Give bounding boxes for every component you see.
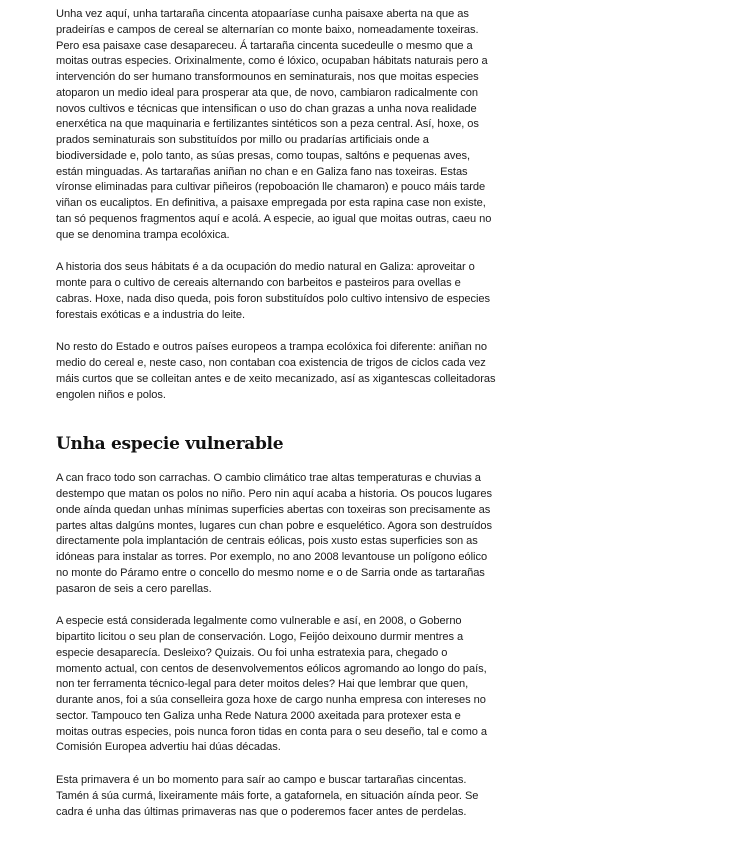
paragraph-habitat-landscape: Unha vez aquí, unha tartaraña cincenta atopaaríase cunha paisaxe aberta na que as pradeirías e campos de cereal se alternarían co monte baixo, nomeadamente toxeiras. Pero esa paisaxe case desapareceu. Á tartaraña cincenta sucedeulle o mesmo que a moitas outras especies. Orixinalmente, como é lóxico, ocupaban hábitats naturais pero a intervención do ser humano transformounos en seminaturais, nos que moitas especies atoparon un medio ideal para prosperar ata que, de novo, cambiaron radicalmente con novos cultivos e técnicas que intensifican o uso do chan grazas a unha nova realidade enerxética na que maquinaria e fertilizantes sintéticos son a peza central. Así, hoxe, os prados seminaturais son substituídos por millo ou pradarías artificiais onde a biodiversidade e, polo tanto, as súas presas, como toupas, saltóns e pequenas aves, están minguadas. As tartarañas aniñan no chan e en Galiza fano nas toxeiras. Estas víronse eliminadas para cultivar piñeiros (repoboación lle chamaron) e pouco máis tarde viñan os eucaliptos. En definitiva, a paisaxe empregada por esta rapina case non existe, tan só pequenos fragmentos aquí e acolá. A especie, ao igual que moitas outras, caeu no que se denomina trampa ecolóxica. — [56, 8, 492, 241]
paragraph-conservation-plan: A especie está considerada legalmente como vulnerable e así, en 2008, o Goberno bipartito licitou o seu plan de conservación. Logo, Feijóo deixouno durmir mentres a especie desaparecía. Desleixo? Quizais. Ou foi unha estratexia para, chegado o momento actual, con centos de desenvolvementos eólicos agromando ao longo do país, non ter ferramenta técnico-legal para deter moitos deles? Hai que lembrar que quen, durante anos, foi a súa conselleira goza hoxe de cargo nunha empresa con intereses no sector. Tampouco ten Galiza unha Rede Natura 2000 axeitada para protexer esta e moitas outras especies, pois nunca foron tidas en conta para o seu deseño, tal e como a Comisión Europea advertiu hai dúas décadas. — [56, 615, 488, 754]
paragraph-climate-wind: A can fraco todo son carrachas. O cambio climático trae altas temperaturas e chuvias a destempo que matan os polos no niño. Pero nin aquí acaba a historia. Os poucos lugares onde aínda quedan unhas mínimas superficies abertas con toxeiras son precisamente as partes altas dalgúns montes, lugares cun chan pobre e esquelético. Agora son destruídos directamente pola implantación de centrais eólicas, pois xusto estas superficies son as idóneas para instalar as torres. Por exemplo, no ano 2008 levantouse un polígono eólico no monte do Páramo entre o concello do mesmo nome e o de Sarria onde as tartarañas pasaron de seis a cero parellas. — [56, 472, 493, 595]
paragraph-spring-closing: Esta primavera é un bo momento para saír ao campo e buscar tartarañas cincentas. Tamén á súa curmá, lixeiramente máis forte, a gatafornela, en situación aínda peor. Se cadra é unha das últimas primaveras nas que o poderemos facer antes de perdelas. — [56, 774, 479, 818]
section-heading: Unha especie vulnerable — [56, 434, 284, 455]
article-body — [56, 7, 496, 837]
paragraph-european-trap: No resto do Estado e outros países europeos a trampa ecolóxica foi diferente: aniñan no medio do cereal e, neste caso, non contaban coa existencia de trigos de ciclos cada vez máis curtos que se colleitan antes e de xeito mecanizado, así as xigantescas colleitadoras engolen niños e polos. — [56, 341, 496, 401]
paragraph-habitat-history: A historia dos seus hábitats é a da ocupación do medio natural en Galiza: aproveitar o monte para o cultivo de cereais alternando con barbeitos e pasteiros para ovellas e cabras. Hoxe, nada diso queda, pois foron substituídos polo cultivo intensivo de especies forestais exóticas e a industria do leite. — [56, 261, 491, 321]
